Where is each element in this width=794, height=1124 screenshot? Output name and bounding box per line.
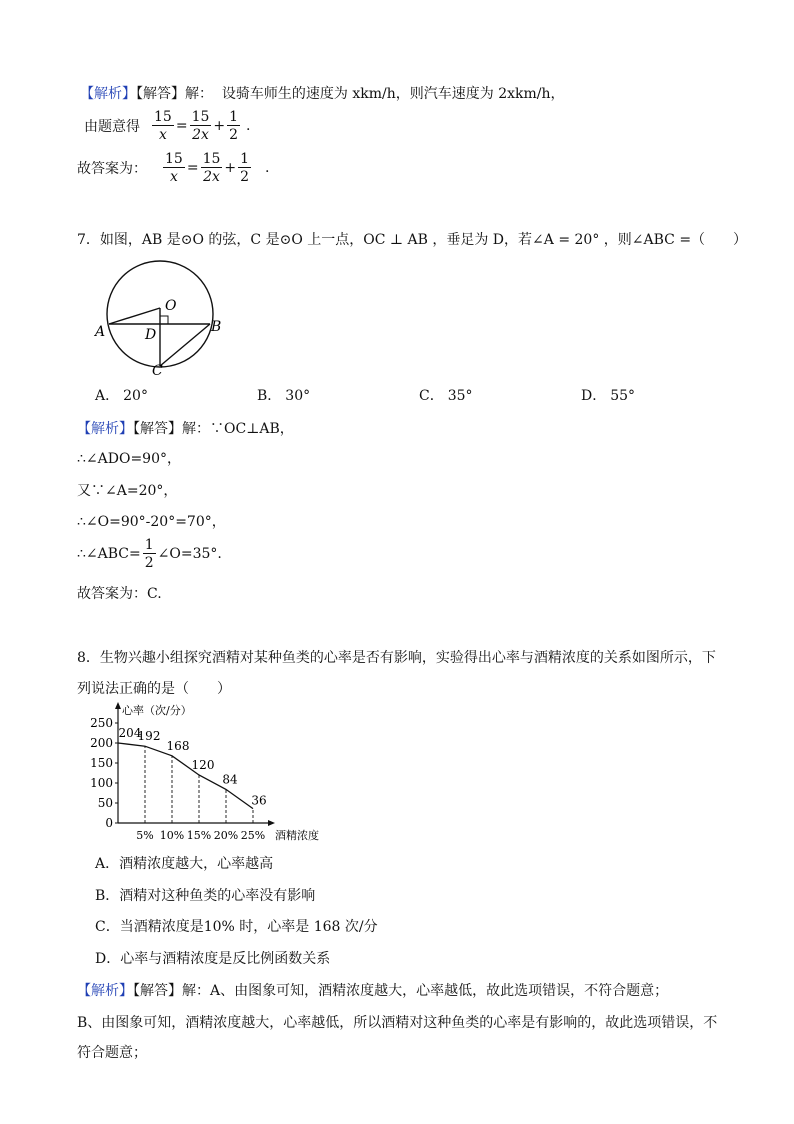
data-label: 192 [137, 729, 161, 744]
option-text: 酒精浓度越大，心率越高 [119, 856, 274, 872]
q6-answer-line [77, 152, 270, 184]
q7-solution-header [77, 418, 294, 438]
q7-stem-text: 如图，AB 是⊙O 的弦，C 是⊙O 上一点，OC ⊥ AB ，垂足为 D，若∠A = 20° ，则∠ABC =（ ） [99, 232, 748, 248]
q6-equation-line [84, 110, 251, 142]
q8-option-d[interactable] [95, 948, 330, 968]
option-letter: C． [419, 388, 444, 404]
answer-tag: 【解答】 [136, 86, 185, 102]
q8-sol1: A、由图象可知，酒精浓度越大，心率越低，故此选项错误，不符合题意； [210, 983, 669, 999]
fraction-1-over-2 [238, 152, 251, 184]
denominator: x [158, 127, 167, 143]
label-o: O [165, 298, 177, 314]
q7-sol1: ∵OC⊥AB， [210, 421, 294, 437]
plus-sign: + [213, 118, 226, 134]
option-text: 20° [123, 388, 148, 404]
option-text: 酒精对这种鱼类的心率没有影响 [119, 888, 316, 904]
y-tick-label: 0 [105, 816, 113, 830]
x-tick-label: 20% [213, 829, 239, 842]
numerator: 15 [202, 151, 221, 167]
fraction-15-over-2x [190, 110, 212, 142]
q6-line1-text: 设骑车师生的速度为 xkm/h，则汽车速度为 2xkm/h， [221, 86, 565, 102]
q7-option-c[interactable] [419, 385, 473, 405]
numerator: 15 [154, 109, 172, 125]
segment-oa [109, 308, 160, 324]
q7-circle-figure [90, 258, 240, 378]
q7-final-answer: 故答案为：C. [77, 586, 162, 602]
analysis-tag: 【解析】 [77, 421, 133, 437]
q7-sol4: ∴∠O=90°-20°=70°， [77, 514, 226, 530]
q7-option-d[interactable] [581, 385, 635, 405]
heart-rate-chart [85, 700, 335, 845]
q6-line2-prefix: 由题意得 [84, 119, 140, 135]
data-label: 168 [166, 738, 190, 753]
x-axis-title: 酒精浓度 [275, 829, 319, 842]
fraction-1-over-2 [227, 110, 240, 142]
y-axis-title: 心率（次/分） [122, 704, 192, 717]
equals-sign: = [186, 160, 199, 176]
q6-line3-prefix: 故答案为： [77, 161, 147, 177]
numerator: 15 [191, 109, 210, 125]
fraction-one-half [143, 538, 156, 570]
numerator: 1 [229, 109, 239, 125]
x-axis-arrow [268, 820, 275, 826]
denominator: 2 [229, 127, 239, 143]
x-tick-label: 5% [136, 829, 154, 842]
right-angle-mark [160, 316, 168, 324]
option-text: 35° [447, 388, 473, 404]
period: . [265, 160, 270, 176]
q8-stem-line1 [77, 647, 716, 667]
option-letter: C． [95, 919, 120, 935]
fraction-15-over-x [152, 110, 174, 142]
y-tick-label: 200 [90, 736, 113, 750]
q8-option-b[interactable] [95, 885, 315, 905]
q7-number: 7． [77, 232, 100, 248]
denominator: 2x [203, 169, 220, 185]
label-b: B [211, 319, 222, 335]
denominator: 2 [240, 169, 250, 185]
y-tick-label: 50 [97, 796, 113, 810]
option-letter: D． [581, 388, 607, 404]
option-letter: D． [95, 951, 121, 967]
plus-sign: + [224, 160, 237, 176]
option-text: 当酒精浓度是10% 时，心率是 168 次/分 [119, 919, 378, 935]
label-a: A [95, 324, 106, 340]
solution-prefix: 解： [185, 86, 213, 102]
denominator: 2x [192, 127, 209, 143]
option-text: 30° [285, 388, 311, 404]
q8-solution-line1 [77, 980, 668, 1000]
q8-solution-line3: 符合题意； [77, 1045, 147, 1061]
q8-option-c[interactable] [95, 916, 378, 936]
denominator: x [169, 169, 178, 185]
option-letter: B． [95, 888, 120, 904]
q6-solution-line1 [80, 83, 565, 103]
q7-sol5 [77, 538, 222, 570]
q7-sol3: 又∵∠A=20°， [77, 483, 178, 499]
data-label: 204 [118, 726, 142, 740]
x-tick-label: 10% [159, 829, 185, 842]
q8-solution-line2: B、由图象可知，酒精浓度越大，心率越低，所以酒精对这种鱼类的心率是有影响的，故此选项错误，不 [77, 1015, 718, 1031]
analysis-tag: 【解析】 [80, 86, 136, 102]
q8-stem1-text: 生物兴趣小组探究酒精对某种鱼类的心率是否有影响，实验得出心率与酒精浓度的关系如图所示，下 [99, 650, 716, 666]
q7-option-a[interactable] [95, 385, 148, 405]
denominator: 2 [144, 555, 154, 571]
numerator: 1 [144, 537, 154, 553]
option-letter: A． [95, 856, 120, 872]
x-tick-label: 15% [186, 829, 212, 842]
q8-option-a[interactable] [95, 853, 273, 873]
option-letter: B． [257, 388, 282, 404]
option-text: 心率与酒精浓度是反比例函数关系 [120, 951, 331, 967]
sol5-prefix: ∴∠ABC= [77, 546, 141, 562]
q8-number: 8． [77, 650, 100, 666]
solution-prefix: 解： [182, 421, 210, 437]
q7-stem [77, 229, 747, 249]
data-label: 84 [222, 772, 238, 787]
y-tick-label: 250 [90, 716, 113, 730]
solution-prefix: 解： [182, 983, 210, 999]
sol5-suffix: ∠O=35°. [157, 546, 222, 562]
option-letter: A． [95, 388, 120, 404]
option-text: 55° [610, 388, 636, 404]
label-c: C [152, 363, 163, 378]
period: . [246, 118, 251, 134]
q7-option-b[interactable] [257, 385, 310, 405]
fraction-15-over-2x [201, 152, 223, 184]
answer-tag: 【解答】 [133, 421, 182, 437]
fraction-15-over-x [163, 152, 185, 184]
data-label: 36 [251, 793, 267, 808]
y-axis-arrow [115, 702, 121, 709]
x-tick-label: 25% [240, 829, 266, 842]
y-tick-label: 100 [90, 776, 113, 790]
numerator: 15 [165, 151, 183, 167]
equals-sign: = [175, 118, 188, 134]
answer-tag: 【解答】 [133, 983, 182, 999]
analysis-tag: 【解析】 [77, 983, 133, 999]
q7-sol2: ∴∠ADO=90°， [77, 451, 181, 467]
q8-stem-line2: 列说法正确的是（ ） [77, 681, 231, 697]
numerator: 1 [240, 151, 250, 167]
y-tick-label: 150 [90, 756, 113, 770]
label-d: D [145, 327, 157, 343]
data-label: 120 [191, 758, 215, 772]
